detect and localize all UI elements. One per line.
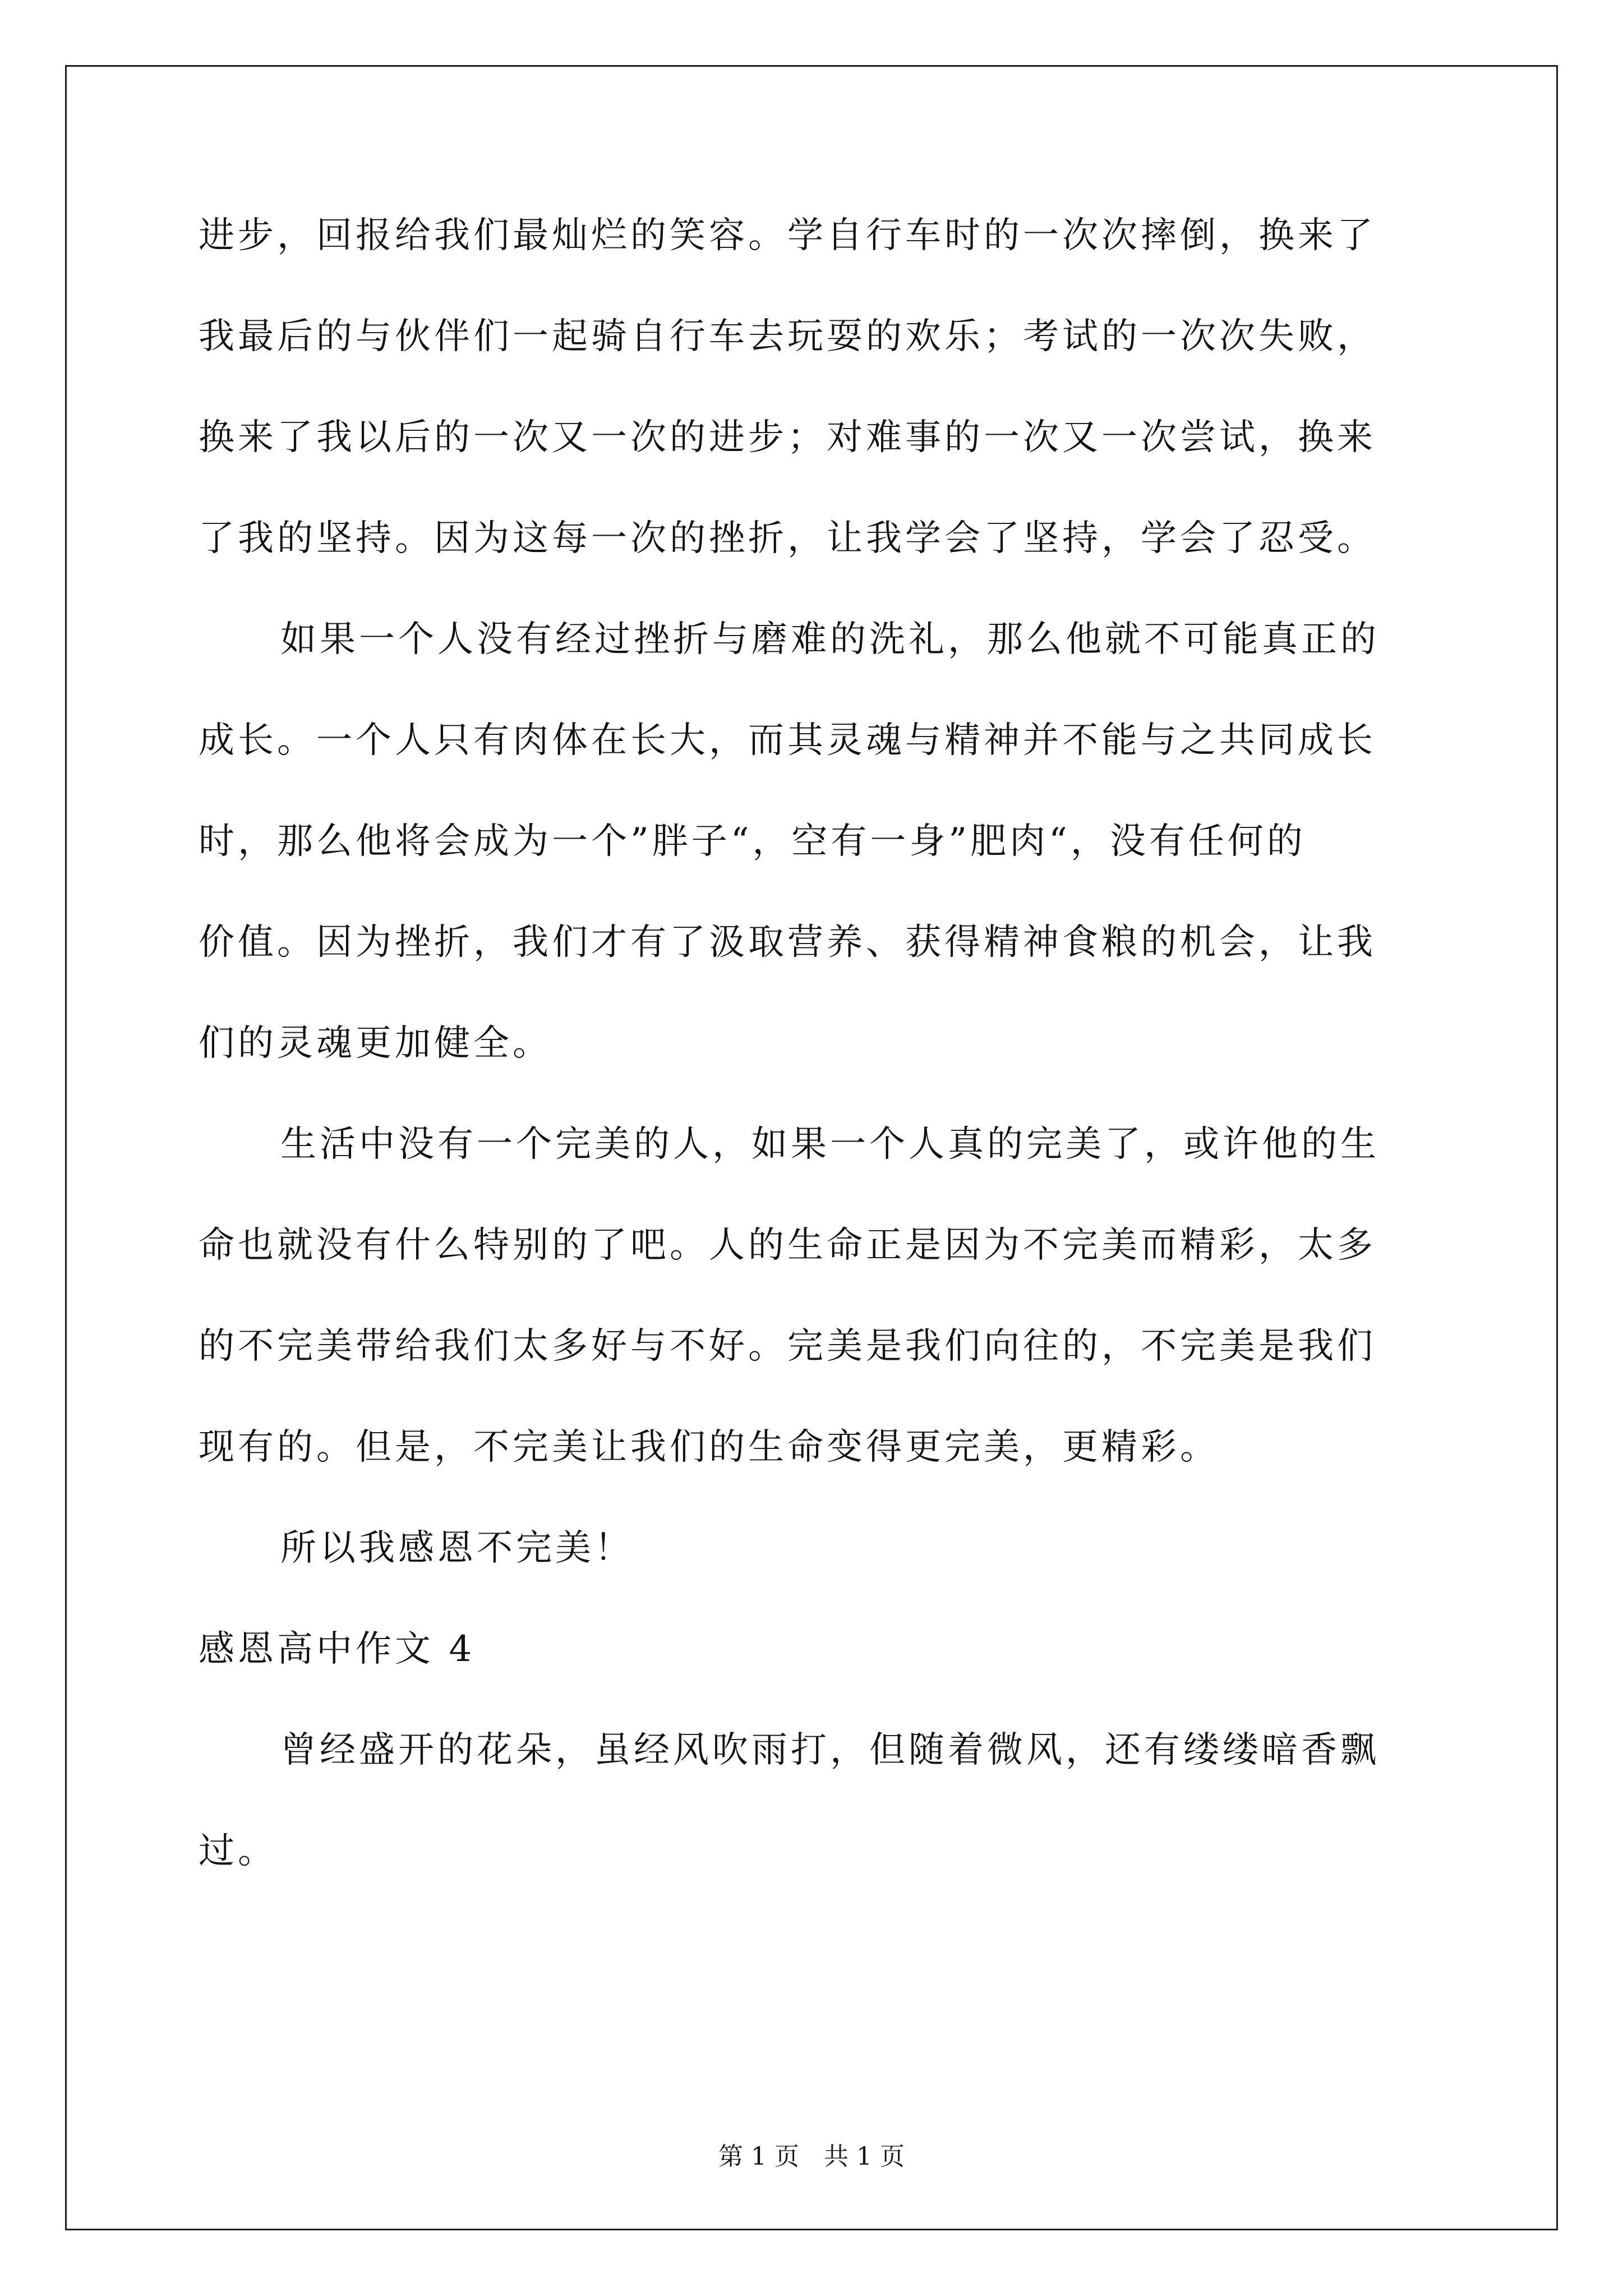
- page-footer: [0, 2141, 1623, 2173]
- text-line: 过。: [199, 1830, 277, 1872]
- text-line: 价值。因为挫折，我们才有了汲取营养、获得精神食粮的机会，让我: [199, 922, 1376, 963]
- page-total: 共 1 页: [824, 2142, 905, 2171]
- text-line: 现有的。但是，不完美让我们的生命变得更完美，更精彩。: [199, 1427, 1219, 1468]
- text-line: 我最后的与伙伴们一起骑自行车去玩耍的欢乐；考试的一次次失败，: [199, 316, 1376, 357]
- text-line: 了我的坚持。因为这每一次的挫折，让我学会了坚持，学会了忍受。: [199, 518, 1376, 559]
- text-line: 进步，回报给我们最灿烂的笑容。学自行车时的一次次摔倒，换来了: [199, 215, 1376, 256]
- text-line: 们的灵魂更加健全。: [199, 1023, 552, 1064]
- paragraph-first-line: 生活中没有一个完美的人，如果一个人真的完美了，或许他的生: [280, 1124, 1380, 1165]
- text-line: 命也就没有什么特别的了吧。人的生命正是因为不完美而精彩，太多: [199, 1225, 1376, 1266]
- text-line: 换来了我以后的一次又一次的进步；对难事的一次又一次尝试，换来: [199, 417, 1376, 458]
- paragraph-first-line: 曾经盛开的花朵，虽经风吹雨打，但随着微风，还有缕缕暗香飘: [280, 1729, 1380, 1771]
- document-body: [199, 213, 1432, 1930]
- text-line: 的不完美带给我们太多好与不好。完美是我们向往的，不完美是我们: [199, 1326, 1376, 1367]
- paragraph-first-line: 如果一个人没有经过挫折与磨难的洗礼，那么他就不可能真正的: [280, 619, 1380, 660]
- text-line: 成长。一个人只有肉体在长大，而其灵魂与精神并不能与之共同成长: [199, 720, 1376, 761]
- text-line: 时，那么他将会成为一个”胖子“，空有一身”肥肉“，没有任何的: [199, 821, 1306, 862]
- page-number: 第 1 页: [718, 2142, 799, 2171]
- paragraph-first-line: 所以我感恩不完美！: [280, 1527, 634, 1569]
- section-heading: 感恩高中作文 4: [199, 1628, 476, 1670]
